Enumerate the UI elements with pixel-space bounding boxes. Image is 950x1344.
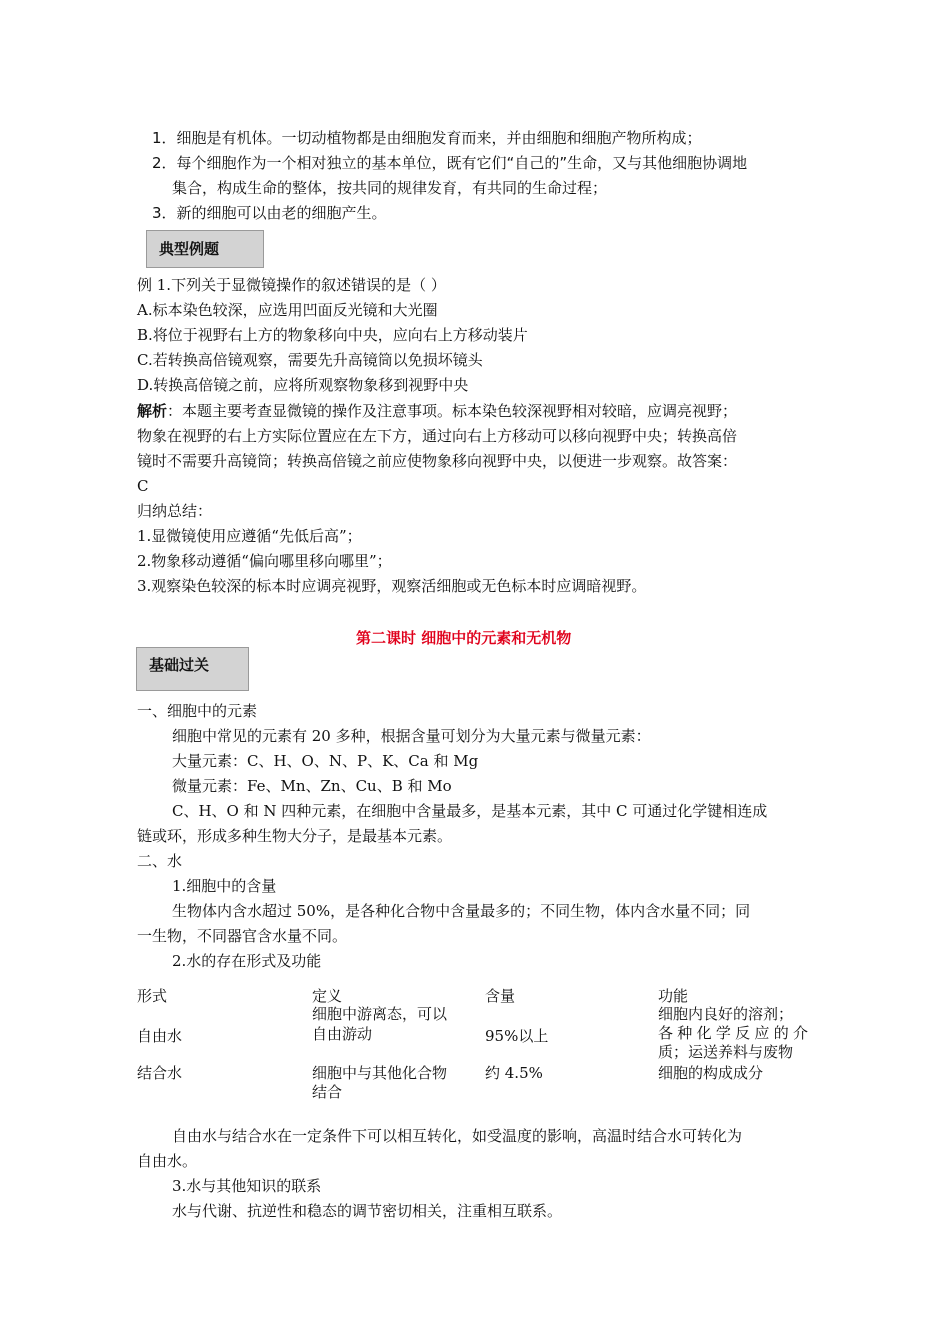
elements-major: 大量元素：C、H、O、N、P、K、Ca 和 Mg xyxy=(172,752,479,770)
table-header-form: 形式 xyxy=(137,987,168,1005)
table-header-content: 含量 xyxy=(485,987,516,1005)
table-row-2-definition-2: 结合 xyxy=(312,1083,343,1101)
option-d: D.转换高倍镜之前，应将所观察物象移到视野中央 xyxy=(137,376,469,394)
analysis-label: 解析 xyxy=(137,402,168,420)
table-row-1-content: 95%以上 xyxy=(485,1027,549,1045)
analysis-text-1: ：本题主要考查显微镜的操作及注意事项。标本染色较深视野相对较暗，应调亮视野； xyxy=(167,402,738,420)
water-sub3-line: 水与代谢、抗逆性和稳态的调节密切相关，注重相互联系。 xyxy=(172,1202,563,1220)
water-sub1: 1.细胞中的含量 xyxy=(172,877,277,895)
water-sub1-line-2: 一生物，不同器官含水量不同。 xyxy=(137,927,348,945)
summary-item-3: 3.观察染色较深的标本时应调亮视野，观察活细胞或无色标本时应调暗视野。 xyxy=(137,577,647,595)
analysis-line-3: 镜时不需要升高镜筒；转换高倍镜之前应使物象移向视野中央，以便进一步观察。故答案： xyxy=(137,452,738,470)
convert-line-2: 自由水。 xyxy=(137,1152,198,1170)
theory-point-2-cont: 集合，构成生命的整体，按共同的规律发育，有共同的生命过程； xyxy=(172,179,608,197)
analysis-line-4: C xyxy=(137,477,149,495)
theory-point-3: 3．新的细胞可以由老的细胞产生。 xyxy=(152,204,387,222)
convert-line-1: 自由水与结合水在一定条件下可以相互转化，如受温度的影响，高温时结合水可转化为 xyxy=(172,1127,743,1145)
lesson-title: 第二课时 细胞中的元素和无机物 xyxy=(356,629,572,647)
table-row-1-definition-2: 自由游动 xyxy=(312,1025,373,1043)
summary-item-1: 1.显微镜使用应遵循“先低后高”； xyxy=(137,527,362,545)
option-a: A.标本染色较深，应选用凹面反光镜和大光圈 xyxy=(137,301,438,319)
option-c: C.若转换高倍镜观察，需要先升高镜筒以免损坏镜头 xyxy=(137,351,483,369)
elements-trace: 微量元素：Fe、Mn、Zn、Cu、B 和 Mo xyxy=(172,777,452,795)
table-row-1-definition-1: 细胞中游离态，可以 xyxy=(312,1005,448,1023)
table-header-definition: 定义 xyxy=(312,987,343,1005)
table-row-1-function-2: 各种化学反应的介 xyxy=(658,1024,808,1042)
analysis-line-1 xyxy=(137,401,737,421)
table-row-1-function-3: 质；运送养料与废物 xyxy=(658,1043,794,1061)
table-row-1-function-1: 细胞内良好的溶剂； xyxy=(658,1005,794,1023)
elements-line-4: C、H、O 和 N 四种元素，在细胞中含量最多，是基本元素，其中 C 可通过化学键相连成 xyxy=(172,802,768,820)
theory-point-2: 2．每个细胞作为一个相对独立的基本单位，既有它们“自己的”生命，又与其他细胞协调地 xyxy=(152,154,748,172)
theory-point-1: 1．细胞是有机体。一切动植物都是由细胞发育而来，并由细胞和细胞产物所构成； xyxy=(152,129,702,147)
table-row-2-definition-1: 细胞中与其他化合物 xyxy=(312,1064,448,1082)
summary-title: 归纳总结： xyxy=(137,502,213,520)
elements-line-5: 链或环，形成多种生物大分子，是最基本元素。 xyxy=(137,827,453,845)
table-header-function: 功能 xyxy=(658,987,689,1005)
option-b: B.将位于视野右上方的物象移向中央，应向右上方移动装片 xyxy=(137,326,528,344)
elements-line-1: 细胞中常见的元素有 20 多种，根据含量可划分为大量元素与微量元素： xyxy=(172,727,651,745)
section-typical-examples: 典型例题 xyxy=(146,230,264,268)
analysis-line-2: 物象在视野的右上方实际位置应在左下方，通过向右上方移动可以移向视野中央；转换高倍 xyxy=(137,427,738,445)
water-heading: 二、水 xyxy=(137,852,183,870)
table-row-2-function-1: 细胞的构成成分 xyxy=(658,1064,764,1082)
example-question: 例 1.下列关于显微镜操作的叙述错误的是（ ） xyxy=(137,276,446,294)
water-sub2: 2.水的存在形式及功能 xyxy=(172,952,322,970)
water-sub3: 3.水与其他知识的联系 xyxy=(172,1177,322,1195)
table-row-1-form: 自由水 xyxy=(137,1027,183,1045)
table-row-2-content: 约 4.5% xyxy=(485,1064,543,1082)
summary-item-2: 2.物象移动遵循“偏向哪里移向哪里”； xyxy=(137,552,392,570)
table-row-2-form: 结合水 xyxy=(137,1064,183,1082)
water-sub1-line-1: 生物体内含水超过 50%，是各种化合物中含量最多的；不同生物，体内含水量不同；同 xyxy=(172,902,751,920)
section-basic: 基础过关 xyxy=(136,647,249,691)
elements-heading: 一、细胞中的元素 xyxy=(137,702,258,720)
